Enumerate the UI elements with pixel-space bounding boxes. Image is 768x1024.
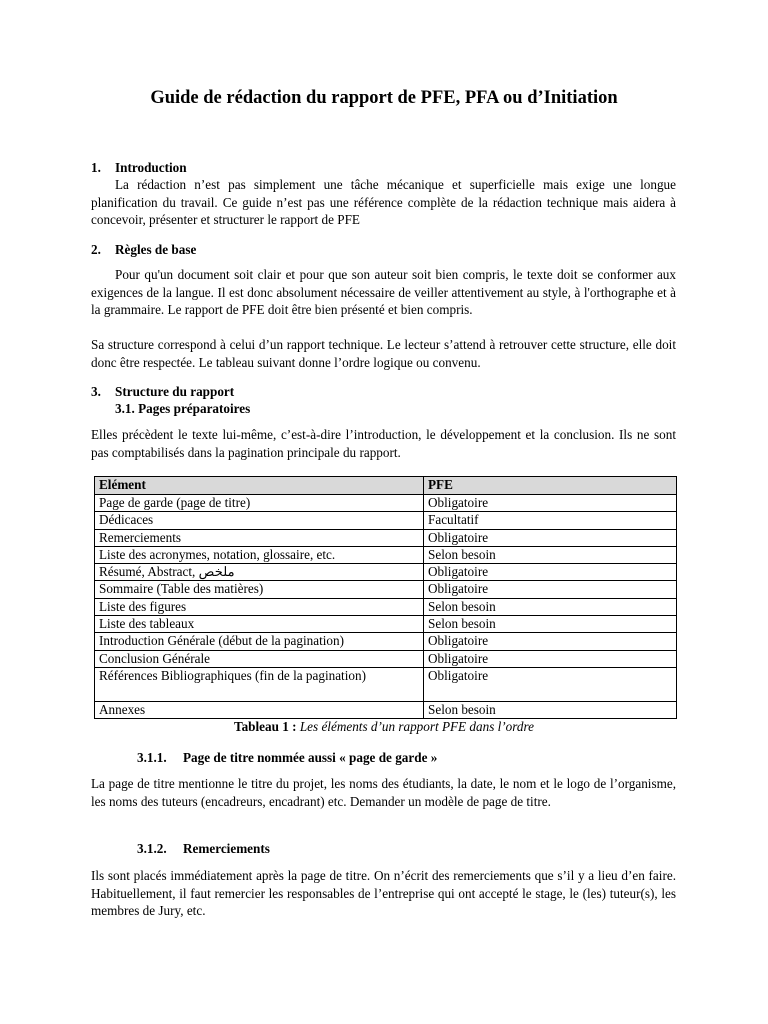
pfe-cell: Obligatoire	[424, 633, 677, 650]
table-row	[95, 633, 677, 650]
table-row	[95, 564, 677, 581]
section-title: Introduction	[115, 160, 187, 175]
section-number: 1.	[91, 160, 101, 175]
pfe-cell: Obligatoire	[424, 667, 677, 701]
section-heading-introduction	[91, 159, 187, 176]
element-cell: Remerciements	[95, 529, 424, 546]
regles-paragraph-2: Sa structure correspond à celui d’un rapport technique. Le lecteur s’attend à retrouver cette structure, elle doit donc être respectée. Le tableau suivant donne l’ordre logique ou convenu.	[91, 337, 676, 370]
section-number: 3.1.2.	[137, 841, 167, 856]
column-header-pfe: PFE	[424, 477, 677, 495]
element-cell: Conclusion Générale	[95, 650, 424, 667]
section-heading-structure	[91, 383, 234, 400]
column-header-element: Elément	[95, 477, 424, 495]
pfe-cell: Selon besoin	[424, 701, 677, 718]
table-row	[95, 650, 677, 667]
section-number: 2.	[91, 242, 101, 257]
section-title: Remerciements	[183, 841, 270, 856]
table-row	[95, 616, 677, 633]
element-cell: Liste des acronymes, notation, glossaire, etc.	[95, 546, 424, 563]
element-cell: Annexes	[95, 701, 424, 718]
element-cell: Liste des tableaux	[95, 616, 424, 633]
regles-paragraph-1: Pour qu'un document soit clair et pour que son auteur soit bien compris, le texte doit se conformer aux exigences de la langue. Il est donc absolument nécessaire de veiller attentivement au style, à l'orthographe et à la grammaire. Le rapport de PFE doit être bien présenté et bien compris.	[91, 267, 676, 317]
pfe-cell: Facultatif	[424, 512, 677, 529]
table-row	[95, 512, 677, 529]
element-cell: Page de garde (page de titre)	[95, 495, 424, 512]
section-title: Structure du rapport	[115, 384, 235, 399]
pfe-cell: Obligatoire	[424, 529, 677, 546]
table-row	[95, 529, 677, 546]
element-cell: Références Bibliographiques (fin de la pagination)	[95, 667, 424, 701]
remerciements-paragraph: Ils sont placés immédiatement après la page de titre. On n’écrit des remerciements que s’il y a lieu d’en faire. Habituellement, il faut remercier les responsables de l’entreprise qui ont accepté le stage, le (les) tuteur(s), les membres de Jury, etc.	[91, 868, 676, 918]
table-row	[95, 495, 677, 512]
table-row	[95, 546, 677, 563]
section-title: Règles de base	[115, 242, 197, 257]
document-title: Guide de rédaction du rapport de PFE, PFA ou d’Initiation	[150, 88, 618, 108]
subsubsection-heading-page-titre	[137, 749, 437, 766]
table-header-row	[95, 477, 677, 495]
caption-label: Tableau 1 :	[233, 719, 297, 734]
element-cell: Dédicaces	[95, 512, 424, 529]
pfe-cell: Obligatoire	[424, 581, 677, 598]
table-caption	[0, 718, 768, 735]
table-row	[95, 667, 677, 701]
introduction-paragraph: La rédaction n’est pas simplement une tâche mécanique et superficielle mais exige une longue planification du travail. Ce guide n’est pas une référence complète de la rédaction technique mais aidera à concevoir, présenter et structurer le rapport de PFE	[91, 177, 676, 227]
subsection-heading-pages-preparatoires: 3.1. Pages préparatoires	[115, 401, 251, 416]
subsubsection-heading-remerciements	[137, 840, 270, 857]
element-cell: Sommaire (Table des matières)	[95, 581, 424, 598]
element-cell: Introduction Générale (début de la pagination)	[95, 633, 424, 650]
element-cell: Liste des figures	[95, 598, 424, 615]
pfe-cell: Selon besoin	[424, 598, 677, 615]
page-titre-paragraph: La page de titre mentionne le titre du projet, les noms des étudiants, la date, le nom et le logo de l’organisme, les noms des tuteurs (encadreurs, encadrant) etc. Demander un modèle de page de titre.	[91, 776, 676, 809]
table-row	[95, 598, 677, 615]
element-cell: Résumé, Abstract, ملخص	[95, 564, 424, 581]
pfe-cell: Obligatoire	[424, 650, 677, 667]
section-number: 3.	[91, 384, 101, 399]
table-row	[95, 581, 677, 598]
section-title: Page de titre nommée aussi « page de garde »	[183, 750, 438, 765]
structure-paragraph: Elles précèdent le texte lui-même, c’est-à-dire l’introduction, le développement et la conclusion. Ils ne sont pas comptabilisés dans la pagination principale du rapport.	[91, 427, 676, 460]
pfe-cell: Obligatoire	[424, 564, 677, 581]
section-number: 3.1.1.	[137, 750, 167, 765]
pfe-cell: Obligatoire	[424, 495, 677, 512]
pfe-cell: Selon besoin	[424, 546, 677, 563]
section-heading-regles	[91, 241, 196, 258]
caption-text: Les éléments d’un rapport PFE dans l’ordre	[299, 719, 535, 734]
pfe-cell: Selon besoin	[424, 616, 677, 633]
elements-table	[94, 476, 677, 719]
table-row	[95, 701, 677, 718]
